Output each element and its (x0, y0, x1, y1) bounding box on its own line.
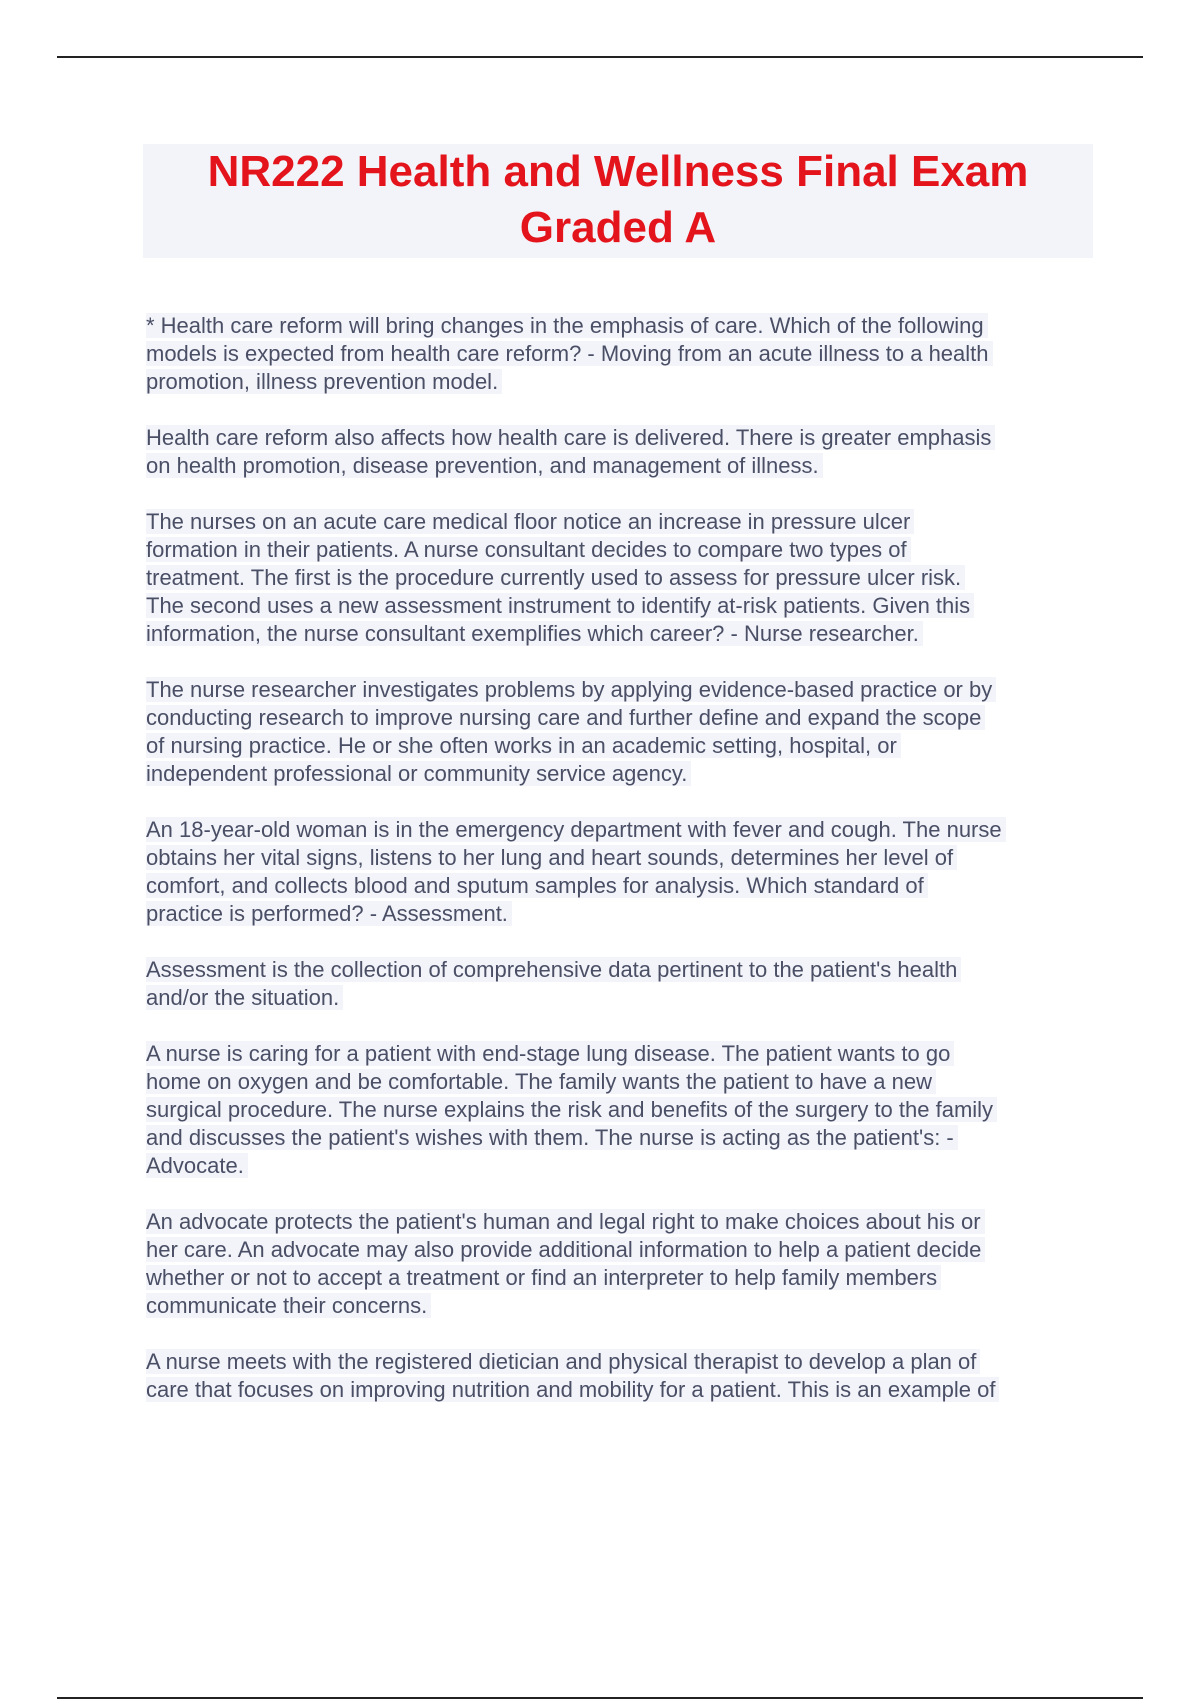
paragraph-line (146, 340, 1098, 368)
paragraph-line (146, 704, 1098, 732)
paragraph (146, 956, 1098, 1012)
title-line-1: NR222 Health and Wellness Final Exam (207, 147, 1029, 196)
paragraph-line (146, 1376, 1098, 1404)
paragraph-line (146, 732, 1098, 760)
paragraph (146, 1208, 1098, 1320)
paragraph-line (146, 1096, 1098, 1124)
paragraph-line-text: * Health care reform will bring changes in the emphasis of care. Which of the following (146, 313, 988, 338)
paragraph-line-text: Advocate. (146, 1153, 248, 1178)
paragraph-line-text: promotion, illness prevention model. (146, 369, 502, 394)
paragraph-line-text: whether or not to accept a treatment or find an interpreter to help family members (146, 1265, 941, 1290)
paragraph-line (146, 676, 1098, 704)
paragraph-line-text: treatment. The first is the procedure currently used to assess for pressure ulcer risk. (146, 565, 965, 590)
paragraph-line (146, 1264, 1098, 1292)
paragraph-line-text: An 18-year-old woman is in the emergency department with fever and cough. The nurse (146, 817, 1006, 842)
paragraph (146, 816, 1098, 928)
paragraph-line (146, 1068, 1098, 1096)
paragraph-line (146, 620, 1098, 648)
paragraph-line-text: information, the nurse consultant exemplifies which career? - Nurse researcher. (146, 621, 923, 646)
paragraph-line-text: independent professional or community service agency. (146, 761, 691, 786)
paragraph-line-text: Assessment is the collection of comprehensive data pertinent to the patient's health (146, 957, 961, 982)
paragraph-line-text: communicate their concerns. (146, 1293, 431, 1318)
document-title (143, 144, 1093, 258)
paragraph (146, 424, 1098, 480)
paragraph-line-text: comfort, and collects blood and sputum samples for analysis. Which standard of (146, 873, 928, 898)
paragraph-line-text: formation in their patients. A nurse consultant decides to compare two types of (146, 537, 911, 562)
paragraph-line-text: An advocate protects the patient's human and legal right to make choices about his or (146, 1209, 985, 1234)
paragraph-line (146, 1208, 1098, 1236)
paragraph-line (146, 508, 1098, 536)
paragraph-line-text: The nurses on an acute care medical floor notice an increase in pressure ulcer (146, 509, 914, 534)
paragraph-line-text: models is expected from health care reform? - Moving from an acute illness to a health (146, 341, 993, 366)
paragraph (146, 1040, 1098, 1180)
paragraph-line (146, 1348, 1098, 1376)
document-body (146, 312, 1098, 1432)
bottom-rule (57, 1697, 1143, 1699)
paragraph-line-text: surgical procedure. The nurse explains the risk and benefits of the surgery to the family (146, 1097, 997, 1122)
paragraph-line (146, 1124, 1098, 1152)
paragraph (146, 676, 1098, 788)
title-line-2: Graded A (519, 203, 717, 252)
paragraph-line (146, 1236, 1098, 1264)
paragraph-line-text: on health promotion, disease prevention, and management of illness. (146, 453, 823, 478)
paragraph-line-text: and discusses the patient's wishes with them. The nurse is acting as the patient's: - (146, 1125, 958, 1150)
paragraph-line (146, 424, 1098, 452)
paragraph-line (146, 760, 1098, 788)
paragraph-line (146, 536, 1098, 564)
paragraph-line-text: A nurse meets with the registered dietician and physical therapist to develop a plan of (146, 1349, 980, 1374)
top-rule (57, 56, 1143, 58)
paragraph-line (146, 900, 1098, 928)
paragraph-line-text: home on oxygen and be comfortable. The family wants the patient to have a new (146, 1069, 936, 1094)
paragraph-line (146, 956, 1098, 984)
paragraph-line (146, 312, 1098, 340)
paragraph (146, 312, 1098, 396)
paragraph (146, 1348, 1098, 1404)
paragraph-line (146, 452, 1098, 480)
paragraph-line (146, 872, 1098, 900)
paragraph-line (146, 592, 1098, 620)
paragraph-line-text: of nursing practice. He or she often works in an academic setting, hospital, or (146, 733, 901, 758)
paragraph-line (146, 984, 1098, 1012)
paragraph-line-text: A nurse is caring for a patient with end-stage lung disease. The patient wants to go (146, 1041, 954, 1066)
paragraph-line-text: conducting research to improve nursing care and further define and expand the scope (146, 705, 985, 730)
paragraph-line-text: Health care reform also affects how health care is delivered. There is greater emphasis (146, 425, 995, 450)
paragraph-line-text: her care. An advocate may also provide additional information to help a patient decide (146, 1237, 985, 1262)
paragraph-line (146, 1152, 1098, 1180)
paragraph-line-text: The second uses a new assessment instrument to identify at-risk patients. Given this (146, 593, 974, 618)
paragraph-line-text: practice is performed? - Assessment. (146, 901, 512, 926)
paragraph-line (146, 564, 1098, 592)
paragraph-line (146, 1040, 1098, 1068)
paragraph-line (146, 816, 1098, 844)
paragraph-line-text: care that focuses on improving nutrition and mobility for a patient. This is an example of (146, 1377, 999, 1402)
paragraph-line-text: The nurse researcher investigates problems by applying evidence-based practice or by (146, 677, 996, 702)
paragraph-line (146, 368, 1098, 396)
paragraph-line (146, 1292, 1098, 1320)
paragraph-line-text: and/or the situation. (146, 985, 343, 1010)
paragraph-line-text: obtains her vital signs, listens to her lung and heart sounds, determines her level of (146, 845, 957, 870)
paragraph-line (146, 844, 1098, 872)
paragraph (146, 508, 1098, 648)
